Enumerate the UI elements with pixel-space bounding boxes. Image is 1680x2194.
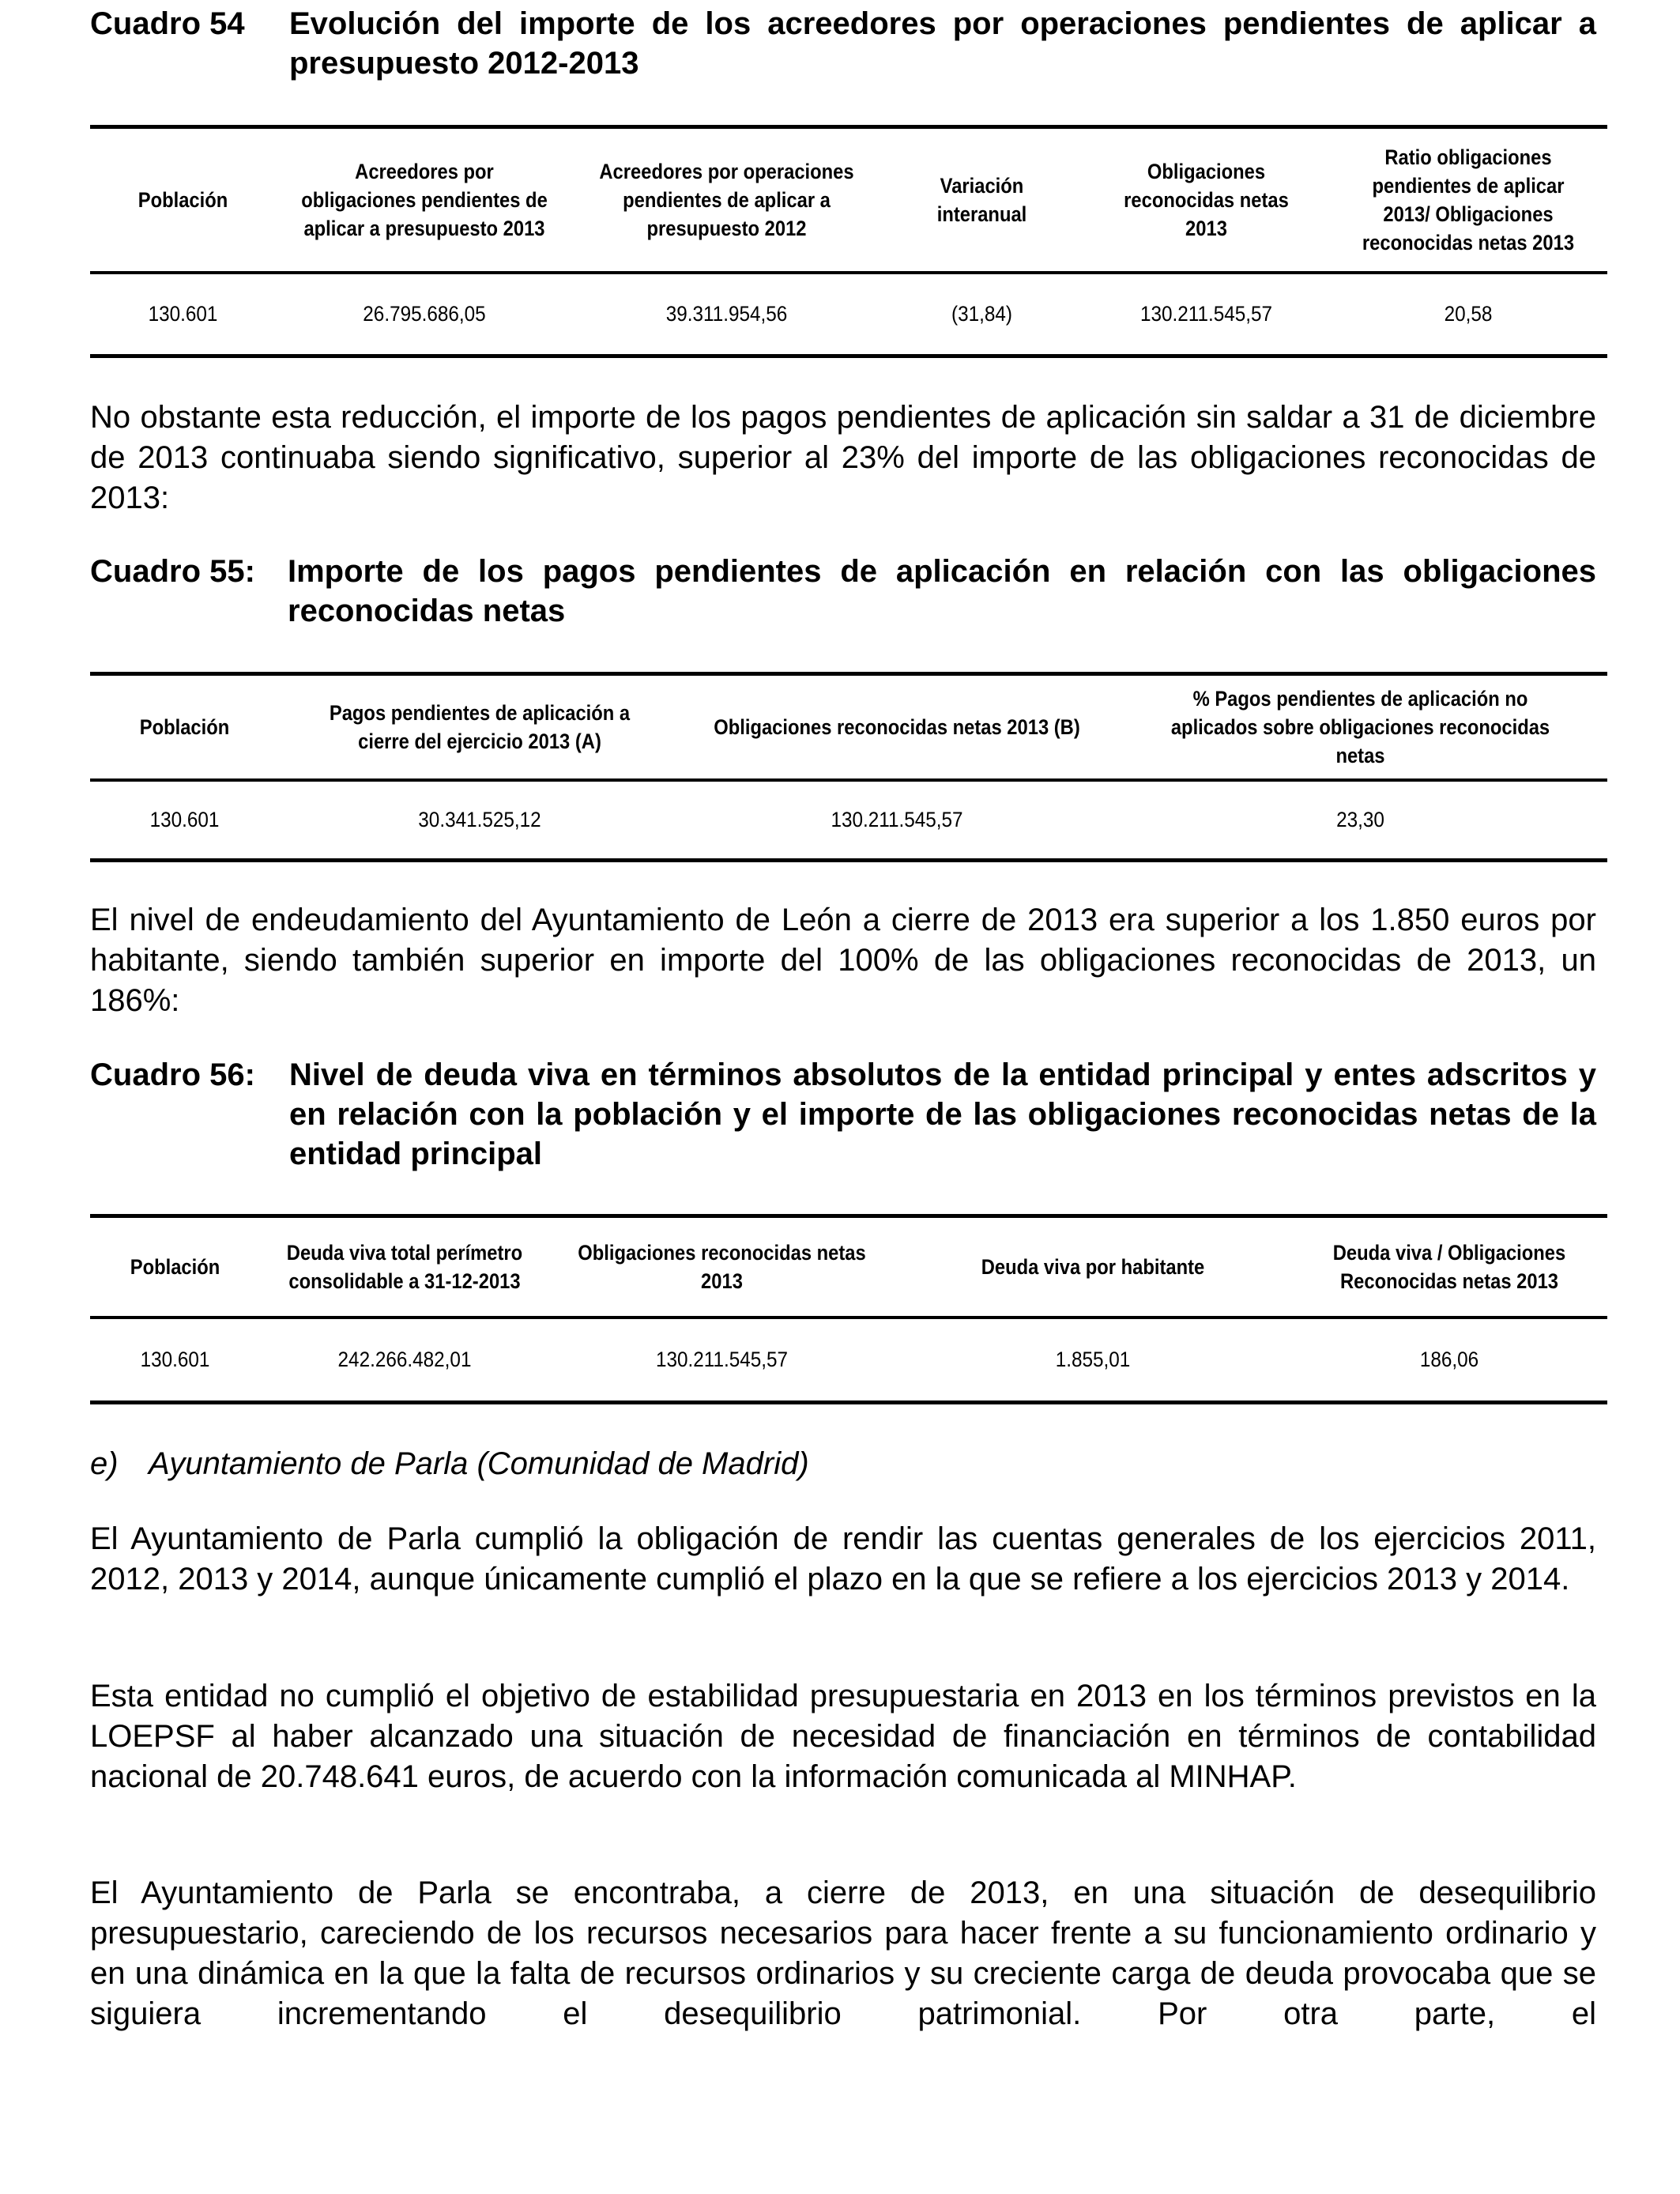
column-header: Deuda viva total perímetro consolidable a 31-12-2013 — [286, 1241, 523, 1293]
cuadro-55-title: Importe de los pagos pendientes de aplicación en relación con las obligaciones reconocidas netas — [288, 554, 1596, 628]
cuadro-56-label: Cuadro 56: — [90, 1057, 255, 1092]
table-cell: 130.211.545,57 — [655, 1348, 789, 1371]
column-header: Población — [137, 188, 228, 212]
column-header: Obligaciones reconocidas netas 2013 (B) — [714, 715, 1080, 739]
table-cell: 130.601 — [140, 1348, 210, 1371]
table-cell: 130.211.545,57 — [831, 808, 963, 831]
table-cell: 39.311.954,56 — [665, 302, 788, 326]
column-header: Población — [130, 1255, 220, 1279]
paragraph: Esta entidad no cumplió el objetivo de estabilidad presupuestaria en 2013 en los términos previstos en la LOEPSF al haber alcanzado una situación de necesidad de financiación en términos de contabilidad nacional de 20.748.641 euros, de acuerdo con la información comunicada al MINHAP. — [90, 1679, 1596, 1794]
column-header: Variación interanual — [936, 174, 1027, 226]
column-header: Ratio obligaciones pendientes de aplicar 2013/ Obligaciones reconocidas netas 2013 — [1362, 145, 1575, 254]
paragraph: El Ayuntamiento de Parla cumplió la obligación de rendir las cuentas generales de los ejercicios 2011, 2012, 2013 y 2014, aunque únicamente cumplió el plazo en la que se refiere a los ejercicios 2013 y 2014. — [90, 1521, 1596, 1596]
table-cell: 20,58 — [1444, 302, 1493, 326]
section-title: Ayuntamiento de Parla (Comunidad de Madrid) — [149, 1446, 809, 1481]
table-row — [90, 273, 1607, 354]
cuadro-55-label: Cuadro 55: — [90, 554, 255, 589]
column-header: Obligaciones reconocidas netas 2013 — [578, 1241, 866, 1293]
table-header-row — [90, 129, 1607, 273]
cuadro-56-table — [90, 1214, 1607, 1404]
table-cell: 1.855,01 — [1055, 1348, 1131, 1371]
column-header: Población — [139, 715, 230, 739]
table-cell: 186,06 — [1419, 1348, 1479, 1371]
section-marker: e) — [90, 1446, 119, 1481]
paragraph: El nivel de endeudamiento del Ayuntamiento de León a cierre de 2013 era superior a los 1.850 euros por habitante, siendo también superior en importe del 100% de las obligaciones reconocidas de 2013, un 186%: — [90, 903, 1596, 1018]
table-cell: 130.601 — [148, 302, 218, 326]
table-row — [90, 1318, 1607, 1400]
table-cell: 130.211.545,57 — [1139, 302, 1273, 326]
table-cell: 30.341.525,12 — [418, 808, 541, 831]
column-header: Deuda viva por habitante — [981, 1255, 1205, 1279]
column-header: Deuda viva / Obligaciones Reconocidas netas 2013 — [1332, 1241, 1566, 1293]
table-cell: (31,84) — [951, 302, 1013, 326]
section-heading — [90, 1444, 809, 1484]
table-row — [90, 780, 1607, 858]
cuadro-54-table — [90, 125, 1607, 358]
table-cell: 26.795.686,05 — [363, 302, 486, 326]
paragraph: No obstante esta reducción, el importe de los pagos pendientes de aplicación sin saldar a 31 de diciembre de 2013 continuaba siendo significativo, superior al 23% del importe de las obligaciones reconocidas de 2013: — [90, 400, 1596, 515]
table-cell: 130.601 — [149, 808, 220, 831]
paragraph: El Ayuntamiento de Parla se encontraba, a cierre de 2013, en una situación de desequilibrio presupuestario, careciendo de los recursos necesarios para hacer frente a su funcionamiento ordinario y en una dinámica en la que la falta de recursos ordinarios y su creciente carga de deuda provocaba que se siguiera incrementando el desequilibrio patrimonial. Por otra parte, el — [90, 1875, 1596, 2031]
column-header: Acreedores por operaciones pendientes de aplicar a presupuesto 2012 — [599, 160, 854, 240]
column-header: Pagos pendientes de aplicación a cierre del ejercicio 2013 (A) — [329, 701, 631, 753]
cuadro-54-label: Cuadro 54 — [90, 6, 245, 41]
cuadro-56-title: Nivel de deuda viva en términos absolutos de la entidad principal y entes adscritos y en relación con la población y el importe de las obligaciones reconocidas netas de la entidad principal — [289, 1057, 1596, 1171]
table-header-row — [90, 1218, 1607, 1318]
table-cell: 242.266.482,01 — [337, 1348, 472, 1371]
column-header: Acreedores por obligaciones pendientes de aplicar a presupuesto 2013 — [301, 160, 548, 240]
cuadro-55-table — [90, 672, 1607, 862]
column-header: Obligaciones reconocidas netas 2013 — [1124, 160, 1289, 240]
cuadro-54-title: Evolución del importe de los acreedores por operaciones pendientes de aplicar a presupuesto 2012-2013 — [289, 6, 1596, 81]
table-cell: 23,30 — [1336, 808, 1384, 831]
column-header: % Pagos pendientes de aplicación no aplicados sobre obligaciones reconocidas netas — [1170, 687, 1550, 767]
table-header-row — [90, 676, 1607, 780]
